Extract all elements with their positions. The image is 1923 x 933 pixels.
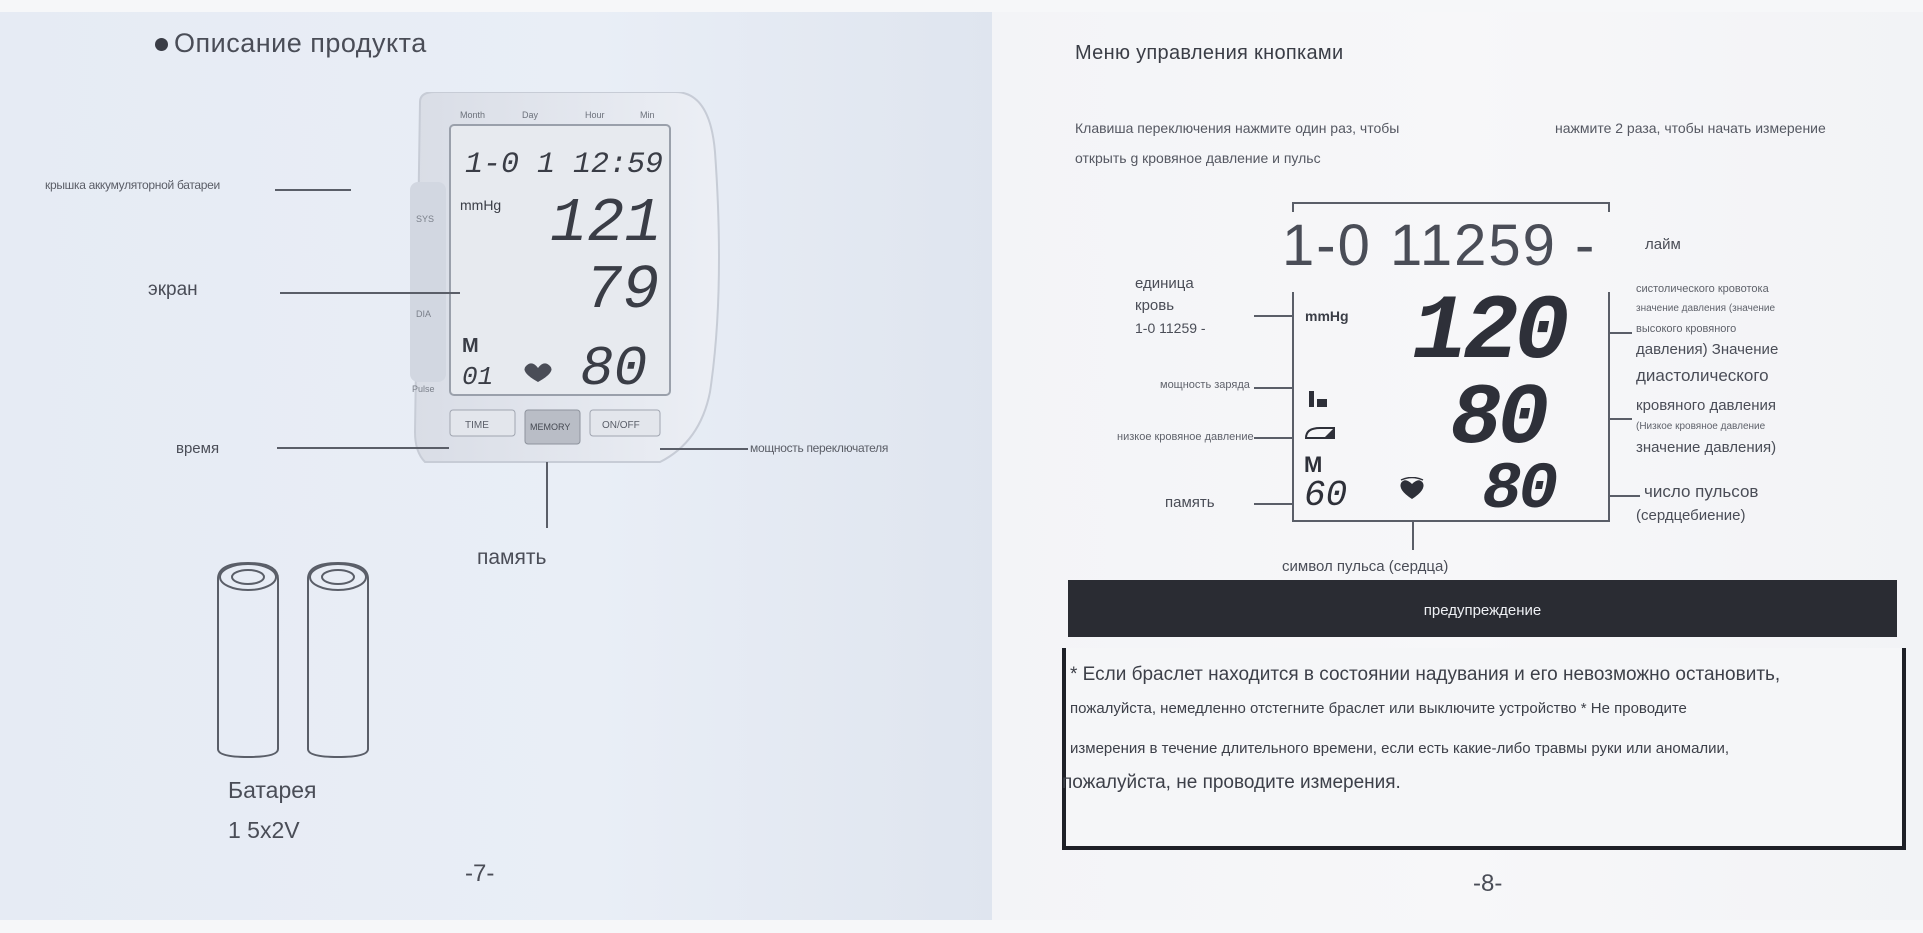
callout-line: [277, 447, 449, 449]
bracket-line: [1292, 202, 1610, 204]
systolic-label-3: высокого кровяного: [1636, 323, 1737, 335]
device-label-min: Min: [640, 110, 655, 120]
time-button-label: TIME: [465, 420, 489, 431]
lcd-sys-value: 120: [1412, 280, 1566, 385]
device-label-month: Month: [460, 110, 486, 120]
lcd-dia-value: 80: [1450, 370, 1546, 468]
time-display-label: лайм: [1645, 236, 1681, 253]
memory-indicator-label: память: [1165, 494, 1215, 511]
page-number-left: -7-: [465, 860, 495, 887]
low-pressure-label: низкое кровяное давление: [1117, 431, 1254, 443]
device-label-sys: SYS: [416, 214, 435, 224]
device-lcd-sys: 121: [550, 188, 662, 259]
lcd-time-readout: 1-0 11259 -: [1282, 213, 1597, 278]
pulse-count-label-1: число пульсов: [1644, 482, 1759, 501]
warning-header: [1068, 580, 1897, 637]
left-page: [0, 12, 992, 920]
device-lcd-unit: mmHg: [460, 197, 502, 213]
callout-line: [1254, 503, 1292, 505]
battery-title: Батарея: [228, 777, 317, 803]
device-lcd-memory-number: 01: [462, 362, 494, 392]
power-switch-label: мощность переключателя: [750, 441, 889, 455]
right-page: [992, 12, 1923, 920]
instruction-left-line2: открыть g кровяное давление и пульс: [1075, 150, 1321, 166]
section-title: Описание продукта: [155, 28, 427, 59]
lcd-unit: mmHg: [1305, 308, 1349, 324]
battery-level-icon: [1307, 387, 1333, 409]
blood-pressure-monitor-illustration: [410, 92, 725, 482]
time-label: время: [176, 440, 220, 457]
callout-line: [660, 448, 748, 450]
instruction-right: нажмите 2 раза, чтобы начать измерение: [1555, 120, 1826, 136]
device-lcd-datetime: 1-0 1 12:59: [465, 148, 664, 182]
memory-label: память: [477, 546, 547, 569]
bracket-line: [1608, 202, 1610, 212]
device-lcd-pulse: 80: [580, 337, 648, 401]
device-label-dia: DIA: [416, 309, 432, 319]
callout-line: [1254, 315, 1292, 317]
callout-line: [1254, 387, 1292, 389]
systolic-label-2: значение давления (значение: [1636, 303, 1776, 314]
bullet-icon: [155, 38, 168, 51]
battery-cover-label: крышка аккумуляторной батареи: [45, 178, 220, 192]
heart-pulse-icon: [1397, 477, 1427, 503]
battery-icon: [210, 557, 385, 762]
instruction-left-line1: Клавиша переключения нажмите один раз, чтобы: [1075, 120, 1400, 136]
device-label-pulse: Pulse: [412, 384, 435, 394]
warning-line-3: измерения в течение длительного времени, если есть какие-либо травмы руки или аномалии,: [1070, 740, 1730, 757]
warning-line-2: пожалуйста, немедленно отстегните браслет или выключите устройство * Не проводите: [1070, 700, 1687, 717]
unit-label-line1: единица: [1135, 275, 1194, 292]
bracket-line: [1292, 202, 1294, 212]
lcd-frame-left: [1292, 292, 1294, 520]
callout-line: [1610, 418, 1632, 420]
callout-line: [275, 189, 351, 191]
diastolic-label-4: значение давления): [1636, 439, 1777, 456]
diastolic-label-3: (Низкое кровяное давление: [1636, 421, 1766, 432]
callout-line: [546, 462, 548, 528]
callout-line: [280, 292, 460, 294]
warning-box: [1062, 648, 1906, 850]
warning-title: предупреждение: [1423, 602, 1542, 619]
systolic-label-4: давления) Значение: [1636, 341, 1779, 358]
device-lcd-dia: 79: [585, 255, 660, 326]
battery-spec: 1 5x2V: [228, 817, 300, 843]
callout-line: [1254, 437, 1292, 439]
diastolic-label-1: диастолического: [1636, 366, 1769, 385]
pulse-count-label-2: (сердцебиение): [1636, 507, 1746, 524]
lcd-memory-number: 60: [1304, 475, 1348, 516]
device-label-day: Day: [522, 110, 539, 120]
callout-line: [1412, 520, 1414, 550]
pulse-symbol-label: символ пульса (сердца): [1282, 558, 1449, 575]
device-label-hour: Hour: [585, 110, 605, 120]
page-title: Меню управления кнопками: [1075, 42, 1344, 64]
lcd-frame-bottom: [1292, 520, 1610, 522]
screen-label: экран: [148, 279, 198, 300]
heart-strength-label: мощность заряда: [1160, 379, 1250, 391]
callout-line: [1610, 495, 1640, 497]
memory-button-label: MEMORY: [530, 422, 571, 432]
device-lcd-memory-symbol: M: [462, 335, 479, 357]
unit-label-line2: кровь: [1135, 297, 1175, 314]
low-pressure-icon: [1304, 424, 1338, 442]
callout-line: [1610, 332, 1632, 334]
power-button-label: ON/OFF: [602, 420, 640, 431]
unit-label-line3: 1-0 11259 -: [1135, 320, 1206, 336]
lcd-memory-symbol: M: [1304, 452, 1323, 477]
diastolic-label-2: кровяного давления: [1636, 397, 1777, 414]
systolic-label-1: систолического кровотока: [1636, 283, 1769, 295]
warning-line-1: * Если браслет находится в состоянии надувания и его невозможно остановить,: [1070, 664, 1781, 685]
lcd-pulse-value: 80: [1482, 452, 1556, 527]
page-number-right: -8-: [1473, 870, 1503, 897]
lcd-frame-right: [1608, 292, 1610, 520]
warning-line-4: пожалуйста, не проводите измерения.: [1062, 772, 1401, 793]
